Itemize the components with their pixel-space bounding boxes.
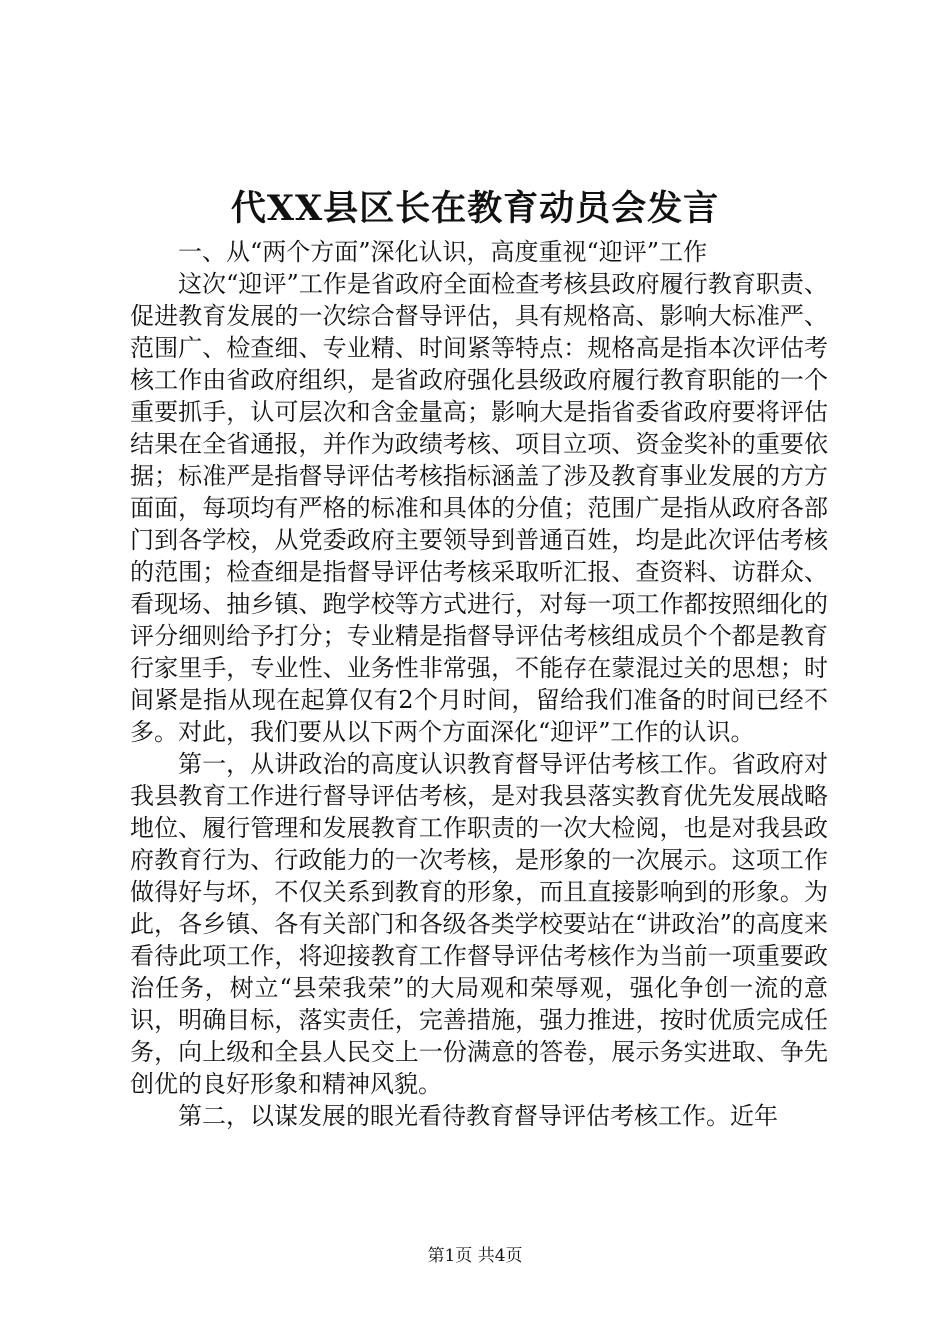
- document-title: 代XX县区长在教育动员会发言: [230, 188, 720, 229]
- section-heading: 一、从“两个方面”深化认识，高度重视“迎评”工作: [178, 238, 708, 266]
- paragraph-first: 第一，从讲政治的高度认识教育督导评估考核工作。省政府对我县教育工作进行督导评估考核，是对我县落实教育优先发展战略地位、履行管理和发展教育工作职责的一次大检阅，也是对我县政府教育行为、行政能力的一次考核，是形象的一次展示。这项工作做得好与坏，不仅关系到教育的形象，而且直接影响到的形象。为此，各乡镇、各有关部门和各级各类学校要站在“讲政治”的高度来看待此项工作，将迎接教育工作督导评估考核作为当前一项重要政治任务，树立“县荣我荣”的大局观和荣辱观，强化争创一流的意识，明确目标，落实责任，完善措施，强力推进，按时优质完成任务，向上级和全县人民交上一份满意的答卷，展示务实进取、争先创优的良好形象和精神风貌。: [130, 750, 828, 1098]
- document-body: [130, 236, 828, 1132]
- paragraph-second: 第二，以谋发展的眼光看待教育督导评估考核工作。近年: [178, 1102, 778, 1130]
- paragraph-intro: 这次“迎评”工作是省政府全面检查考核县政府履行教育职责、促进教育发展的一次综合督导评估，具有规格高、影响大标准严、范围广、检查细、专业精、时间紧等特点：规格高是指本次评估考核工作由省政府组织，是省政府强化县级政府履行教育职能的一个重要抓手，认可层次和含金量高；影响大是指省委省政府要将评估结果在全省通报，并作为政绩考核、项目立项、资金奖补的重要依据；标准严是指督导评估考核指标涵盖了涉及教育事业发展的方方面面，每项均有严格的标准和具体的分值；范围广是指从政府各部门到各学校，从党委政府主要领导到普通百姓，均是此次评估考核的范围；检查细是指督导评估考核采取听汇报、查资料、访群众、看现场、抽乡镇、跑学校等方式进行，对每一项工作都按照细化的评分细则给予打分；专业精是指督导评估考核组成员个个都是教育行家里手，专业性、业务性非常强，不能存在蒙混过关的思想；时间紧是指从现在起算仅有2个月时间，留给我们准备的时间已经不多。对此，我们要从以下两个方面深化“迎评”工作的认识。: [130, 270, 828, 746]
- page-footer: 第1页 共4页: [427, 1246, 523, 1266]
